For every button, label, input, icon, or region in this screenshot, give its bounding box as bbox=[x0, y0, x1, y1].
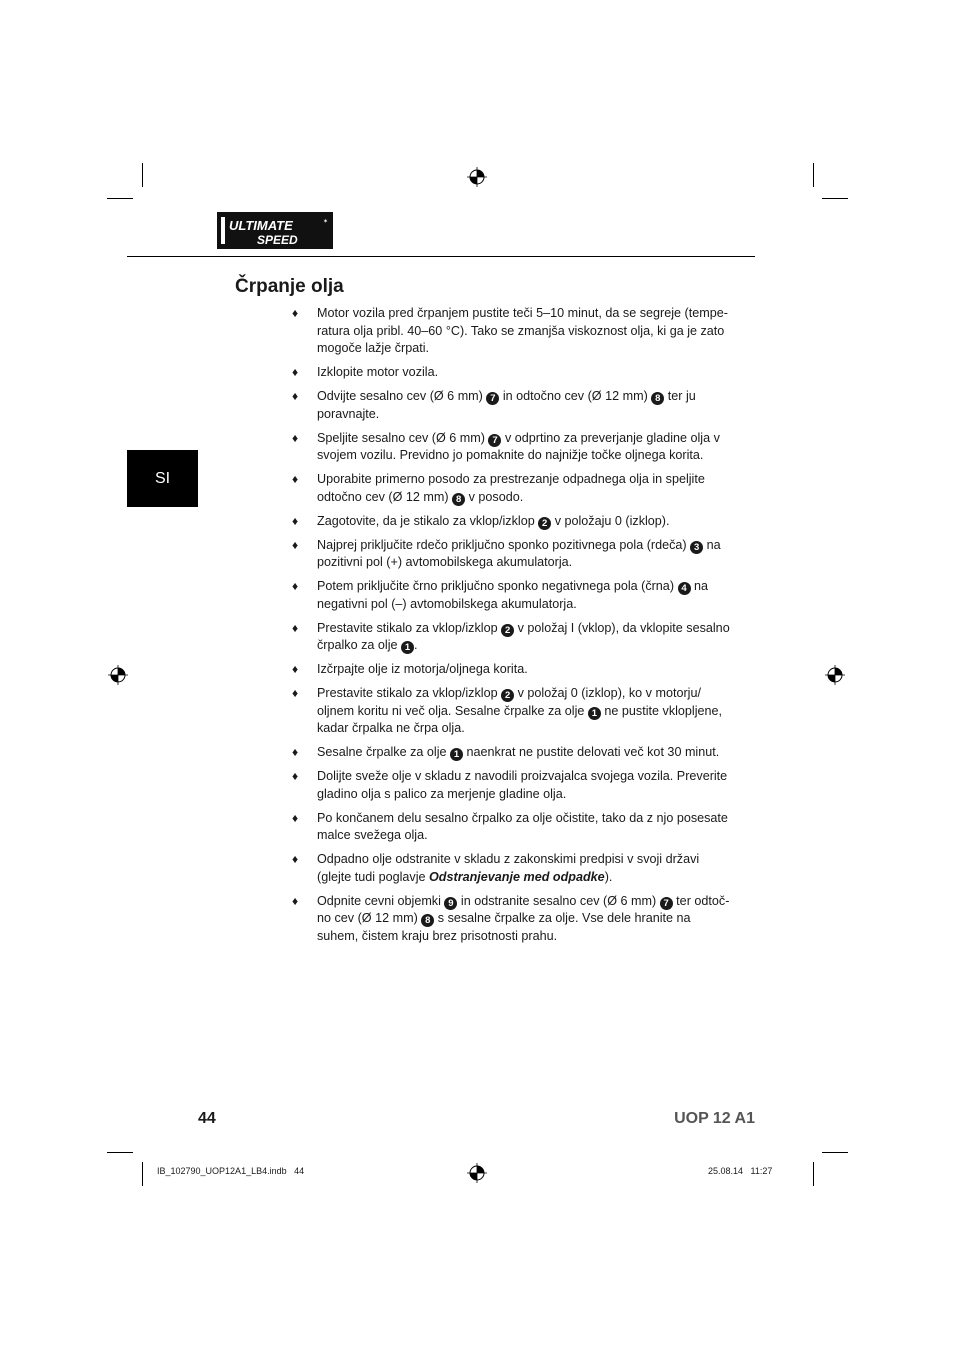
part-number-badge: 8 bbox=[421, 914, 434, 927]
registration-mark-icon bbox=[825, 665, 845, 685]
part-number-badge: 7 bbox=[486, 392, 499, 405]
registration-mark-icon bbox=[467, 167, 487, 187]
instruction-list bbox=[290, 305, 735, 952]
diamond-bullet-icon: ♦ bbox=[292, 893, 299, 908]
diamond-bullet-icon: ♦ bbox=[292, 306, 299, 320]
diamond-bullet-icon: ♦ bbox=[292, 389, 299, 403]
diamond-bullet-icon: ♦ bbox=[292, 513, 299, 528]
part-number-badge: 7 bbox=[660, 897, 673, 910]
part-number-badge: 8 bbox=[651, 392, 664, 405]
registration-mark-icon bbox=[108, 665, 128, 685]
diamond-bullet-icon: ♦ bbox=[292, 662, 299, 676]
part-number-badge: 2 bbox=[501, 689, 514, 702]
svg-text:✶: ✶ bbox=[323, 219, 329, 225]
step-text: Motor vozila pred črpanjem pustite teči 5–10 minut, da se segreje (tempe-ratura olja pribl. 40–60 °C). Tako se zmanjša viskoznost olja, ki ga je zato mogoče lažje črpati. bbox=[317, 306, 728, 355]
step-text: Zagotovite, da je stikalo za vklop/izklop bbox=[317, 513, 539, 528]
step-text: in odstranite sesalno cev (Ø 6 mm) bbox=[457, 893, 660, 908]
page-number: 44 bbox=[198, 1110, 216, 1127]
part-number-badge: 7 bbox=[488, 434, 501, 447]
diamond-bullet-icon: ♦ bbox=[292, 745, 299, 759]
part-number-badge: 4 bbox=[678, 582, 691, 595]
diamond-bullet-icon: ♦ bbox=[292, 430, 299, 445]
step-text: Izklopite motor vozila. bbox=[317, 365, 439, 379]
list-item bbox=[290, 851, 735, 886]
step-text: v položaj I (vklop), da vklopite sesalno črpalko za olje bbox=[317, 620, 730, 652]
step-text: ter odtoč-no cev (Ø 12 mm) bbox=[317, 893, 730, 925]
step-text: Dolijte sveže olje v skladu z navodili proizvajalca svojega vozila. Preverite gladino olja s palico za merjenje gladine olja. bbox=[317, 769, 728, 801]
list-item bbox=[290, 364, 735, 382]
diamond-bullet-icon: ♦ bbox=[292, 579, 299, 593]
step-text: v odprtino za preverjanje gladine olja v svojem vozilu. Previdno jo pomaknite do najnižje točke oljnega korita. bbox=[317, 430, 720, 462]
list-item bbox=[290, 893, 735, 946]
step-text: Sesalne črpalke za olje bbox=[317, 745, 451, 759]
list-item bbox=[290, 810, 735, 845]
part-number-badge: 2 bbox=[538, 517, 551, 530]
crop-mark bbox=[822, 1152, 848, 1153]
crop-mark bbox=[813, 163, 814, 187]
part-number-badge: 9 bbox=[444, 897, 457, 910]
list-item bbox=[290, 768, 735, 803]
part-number-badge: 2 bbox=[501, 624, 514, 637]
crop-mark bbox=[142, 1162, 143, 1186]
ultimate-speed-logo bbox=[217, 212, 333, 249]
list-item bbox=[290, 471, 735, 506]
language-tab-label: SI bbox=[154, 469, 171, 487]
step-text: in odtočno cev (Ø 12 mm) bbox=[499, 389, 652, 403]
step-text: Prestavite stikalo za vklop/izklop bbox=[317, 686, 502, 700]
diamond-bullet-icon: ♦ bbox=[292, 365, 299, 379]
diamond-bullet-icon: ♦ bbox=[292, 810, 299, 825]
step-text: Najprej priključite rdečo priključno sponko pozitivnega pola (rdeča) bbox=[317, 537, 691, 552]
diamond-bullet-icon: ♦ bbox=[292, 620, 299, 635]
registration-mark-icon bbox=[467, 1163, 487, 1183]
print-timestamp: 25.08.14 11:27 bbox=[708, 1166, 773, 1176]
list-item bbox=[290, 537, 735, 572]
list-item bbox=[290, 513, 735, 531]
step-text: v položaju 0 (izklop). bbox=[551, 513, 670, 528]
diamond-bullet-icon: ♦ bbox=[292, 472, 299, 486]
list-item bbox=[290, 685, 735, 738]
step-text: Izčrpajte olje iz motorja/oljnega korita. bbox=[317, 662, 528, 676]
step-text: Uporabite primerno posodo za prestrezanje odpadnega olja in speljite odtočno cev (Ø 12 mm) bbox=[317, 472, 705, 504]
step-text: Odpadno olje odstranite v skladu z zakonskimi predpisi v svoji državi (glejte tudi poglavje bbox=[317, 852, 700, 884]
step-text: naenkrat ne pustite delovati več kot 30 minut. bbox=[463, 745, 720, 759]
diamond-bullet-icon: ♦ bbox=[292, 686, 299, 700]
crop-mark bbox=[107, 198, 133, 199]
section-title: Črpanje olja bbox=[235, 276, 344, 297]
step-text: Odvijte sesalno cev (Ø 6 mm) bbox=[317, 389, 487, 403]
step-text: na negativni pol (–) avtomobilskega akumulatorja. bbox=[317, 579, 709, 611]
diamond-bullet-icon: ♦ bbox=[292, 769, 299, 783]
model-name: UOP 12 A1 bbox=[674, 1110, 755, 1127]
step-text: Speljite sesalno cev (Ø 6 mm) bbox=[317, 430, 489, 445]
part-number-badge: 1 bbox=[401, 641, 414, 654]
svg-text:ULTIMATE: ULTIMATE bbox=[229, 218, 293, 233]
step-text: v položaj 0 (izklop), ko v motorju/ oljnem koritu ni več olja. Sesalne črpalke za olje bbox=[317, 686, 701, 718]
step-text: . bbox=[414, 638, 418, 652]
diamond-bullet-icon: ♦ bbox=[292, 537, 299, 552]
list-item bbox=[290, 744, 735, 762]
step-text: ne pustite vklopljene, kadar črpalka ne črpa olja. bbox=[317, 703, 723, 735]
crop-mark bbox=[142, 163, 143, 187]
chapter-reference: Odstranjevanje med odpadke bbox=[429, 869, 605, 884]
list-item bbox=[290, 430, 735, 465]
step-text: Prestavite stikalo za vklop/izklop bbox=[317, 620, 502, 635]
step-text: ). bbox=[604, 869, 613, 884]
part-number-badge: 1 bbox=[450, 748, 463, 761]
crop-mark bbox=[107, 1152, 133, 1153]
list-item bbox=[290, 661, 735, 679]
step-text: Po končanem delu sesalno črpalko za olje očistite, tako da z njo posesate malce svežega olja. bbox=[317, 810, 728, 842]
part-number-badge: 1 bbox=[588, 707, 601, 720]
svg-text:SPEED: SPEED bbox=[257, 233, 298, 247]
list-item bbox=[290, 305, 735, 358]
step-text: ter ju poravnajte. bbox=[317, 389, 696, 421]
header-rule bbox=[127, 256, 755, 257]
crop-mark bbox=[813, 1162, 814, 1186]
list-item bbox=[290, 578, 735, 613]
part-number-badge: 3 bbox=[690, 541, 703, 554]
step-text: na pozitivni pol (+) avtomobilskega akumulatorja. bbox=[317, 537, 721, 569]
crop-mark bbox=[822, 198, 848, 199]
diamond-bullet-icon: ♦ bbox=[292, 852, 299, 866]
step-text: Potem priključite črno priključno sponko negativnega pola (črna) bbox=[317, 579, 678, 593]
file-slug: IB_102790_UOP12A1_LB4.indb 44 bbox=[157, 1166, 305, 1176]
part-number-badge: 8 bbox=[452, 493, 465, 506]
list-item bbox=[290, 388, 735, 423]
step-text: v posodo. bbox=[465, 489, 524, 504]
step-text: Odpnite cevni objemki bbox=[317, 893, 445, 908]
language-tab bbox=[127, 450, 198, 507]
list-item bbox=[290, 620, 735, 655]
step-text: s sesalne črpalke za olje. Vse dele hranite na suhem, čistem kraju brez prisotnosti prahu. bbox=[317, 911, 691, 943]
